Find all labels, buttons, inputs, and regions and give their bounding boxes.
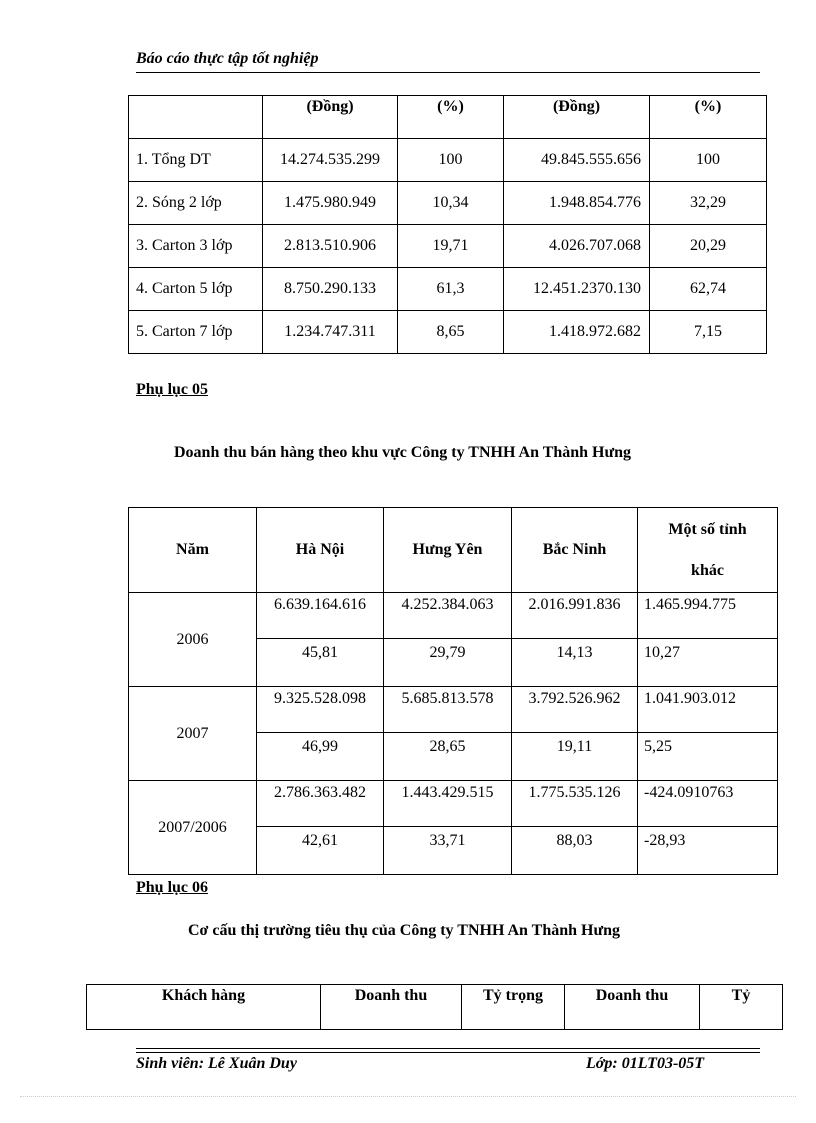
cell-percent: 14,13 [512,639,638,687]
header-cell [129,96,263,139]
cell-value: 5.685.813.578 [384,687,512,733]
cell-percent: 88,03 [512,827,638,875]
cell-value: 2.813.510.906 [263,225,398,268]
table-header-row [129,96,767,139]
cell-value: 1.948.854.776 [504,182,650,225]
cell-value: 1.443.429.515 [384,781,512,827]
footer-divider [136,1048,760,1053]
cell-percent: 33,71 [384,827,512,875]
header-cell: Hà Nội [257,508,384,593]
table-header-row [87,985,783,1030]
table-row [129,268,767,311]
year-cell: 2006 [129,593,257,687]
cell-percent: -28,93 [638,827,778,875]
footer-class: Lớp: 01LT03-05T [586,1055,705,1072]
year-cell: 2007/2006 [129,781,257,875]
cell-value: 1.041.903.012 [638,687,778,733]
cell-percent: 29,79 [384,639,512,687]
cell-percent: 61,3 [398,268,504,311]
cell-percent: 19,11 [512,733,638,781]
table-row [129,781,778,827]
appendix-06-title: Cơ cấu thị trường tiêu thụ của Công ty TNHH An Thành Hưng [188,922,620,939]
cell-percent: 8,65 [398,311,504,354]
cell-value: 2.016.991.836 [512,593,638,639]
cell-percent: 42,61 [257,827,384,875]
cell-percent: 10,34 [398,182,504,225]
header-line: khác [691,562,724,579]
cell-value: 1.475.980.949 [263,182,398,225]
year-cell: 2007 [129,687,257,781]
row-label: 3. Carton 3 lớp [129,225,263,268]
cell-percent: 20,29 [650,225,767,268]
row-label: 1. Tổng DT [129,139,263,182]
cell-value: 4.252.384.063 [384,593,512,639]
cell-value: 6.639.164.616 [257,593,384,639]
header-cell: Khách hàng [87,985,321,1030]
table-row [129,225,767,268]
header-line: Một số tỉnh [668,521,747,538]
header-cell: Doanh thu [565,985,700,1030]
header-cell: (Đồng) [504,96,650,139]
header-cell [638,508,778,593]
cell-percent: 5,25 [638,733,778,781]
header-cell: Tỷ trọng [462,985,565,1030]
revenue-by-region-table [128,507,778,875]
table-row [129,139,767,182]
header-cell: Doanh thu [321,985,462,1030]
table-row [129,311,767,354]
table-row [129,593,778,639]
revenue-by-product-table [128,95,767,354]
cell-value: 9.325.528.098 [257,687,384,733]
page-bottom-divider [20,1096,796,1097]
page-header [136,50,760,73]
header-cell: (%) [398,96,504,139]
header-cell: Bắc Ninh [512,508,638,593]
cell-value: 1.234.747.311 [263,311,398,354]
footer-student: Sinh viên: Lê Xuân Duy [136,1055,297,1072]
header-cell: (%) [650,96,767,139]
cell-value: 49.845.555.656 [504,139,650,182]
header-cell: (Đồng) [263,96,398,139]
row-label: 2. Sóng 2 lớp [129,182,263,225]
market-structure-table [86,984,783,1030]
cell-percent: 7,15 [650,311,767,354]
cell-percent: 100 [650,139,767,182]
cell-percent: 10,27 [638,639,778,687]
cell-value: 3.792.526.962 [512,687,638,733]
cell-percent: 62,74 [650,268,767,311]
cell-value: 12.451.2370.130 [504,268,650,311]
appendix-05-title: Doanh thu bán hàng theo khu vực Công ty TNHH An Thành Hưng [174,444,631,461]
cell-value: 8.750.290.133 [263,268,398,311]
cell-value: 2.786.363.482 [257,781,384,827]
cell-value: -424.0910763 [638,781,778,827]
table-row [129,687,778,733]
cell-percent: 19,71 [398,225,504,268]
cell-percent: 45,81 [257,639,384,687]
cell-percent: 46,99 [257,733,384,781]
header-cell: Tỷ [700,985,783,1030]
cell-value: 14.274.535.299 [263,139,398,182]
cell-value: 1.775.535.126 [512,781,638,827]
cell-percent: 32,29 [650,182,767,225]
row-label: 4. Carton 5 lớp [129,268,263,311]
cell-value: 4.026.707.068 [504,225,650,268]
header-title: Báo cáo thực tập tốt nghiệp [136,50,319,67]
cell-percent: 28,65 [384,733,512,781]
appendix-05-label: Phụ lục 05 [136,381,209,398]
header-cell: Năm [129,508,257,593]
header-cell: Hưng Yên [384,508,512,593]
cell-value: 1.418.972.682 [504,311,650,354]
cell-percent: 100 [398,139,504,182]
row-label: 5. Carton 7 lớp [129,311,263,354]
table-header-row [129,508,778,593]
cell-value: 1.465.994.775 [638,593,778,639]
table-row [129,182,767,225]
appendix-06-label: Phụ lục 06 [136,879,209,896]
